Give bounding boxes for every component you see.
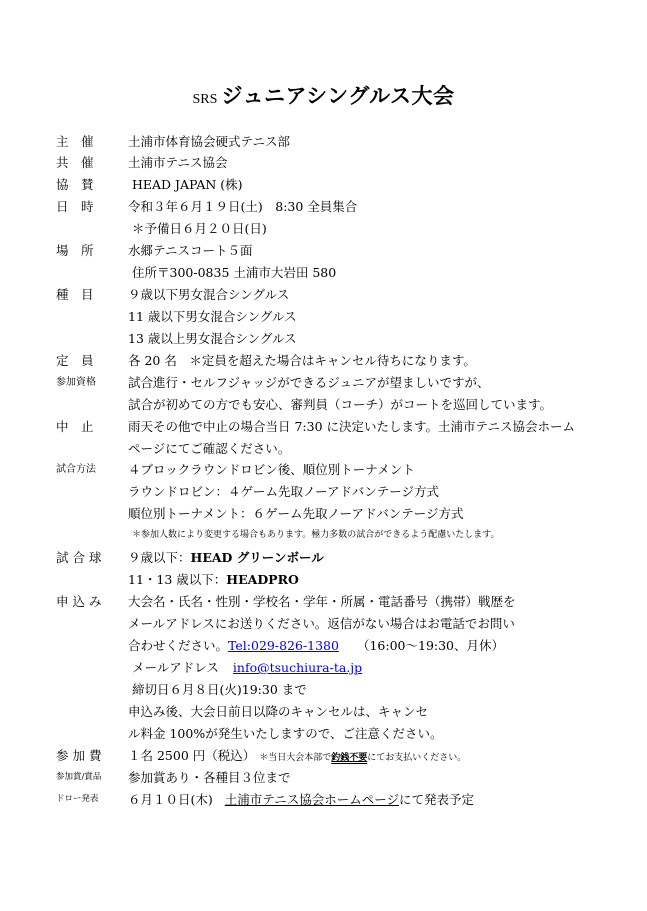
datetime-label: 日 時: [56, 199, 94, 214]
cancel-policy-row: [56, 701, 627, 722]
eligibility-value: 試合進行・セルフジャッジができるジュニアが望ましいですが、: [128, 375, 490, 390]
ball-age-2: 11・13 歳以下：: [128, 572, 227, 587]
ball-age: ９歳以下：: [128, 550, 191, 565]
apply-mail-row: [56, 657, 627, 678]
cohost-value: 土浦市テニス協会: [128, 155, 228, 170]
prize-row: [56, 767, 627, 788]
format-value-2: ラウンドロビン：４ゲーム先取ノーアドバンテージ方式: [128, 484, 440, 499]
ball-value-2: [128, 569, 299, 590]
draw-value: [128, 789, 474, 810]
eligibility-row: [56, 372, 627, 393]
prize-label: 参加賞/賞品: [56, 772, 102, 782]
ball-name: HEAD グリーンボール: [190, 550, 324, 565]
event-item: 11 歳以下男女混合シングルス: [128, 309, 297, 324]
format-value-3: 順位別トーナメント：６ゲーム先取ノーアドバンテージ方式: [128, 506, 464, 521]
format-row: [56, 459, 627, 480]
cohost-label: 共 催: [56, 155, 94, 170]
apply-row-2: [56, 613, 627, 634]
event-item: ９歳以下男女混合シングルス: [128, 287, 290, 302]
fee-note: [259, 753, 466, 763]
host-row: [56, 131, 627, 152]
apply-value-3: [128, 635, 504, 656]
events-row: [56, 284, 627, 305]
fee-label: 参 加 費: [56, 748, 102, 763]
event-item: 13 歳以上男女混合シングルス: [128, 331, 297, 346]
apply-hours: （16:00～19:30、月休）: [356, 638, 505, 653]
fee-note-emphasis: 釣銭不要: [331, 753, 368, 763]
format-note-row: [56, 525, 627, 546]
reserve-day-row: [56, 218, 627, 239]
cancel-policy-value-2: ル料金 100%が発生いたしますので、ご注意ください。: [128, 726, 443, 741]
place-label: 場 所: [56, 243, 94, 258]
events-label: 種 目: [56, 287, 94, 302]
apply-contact-text: 合わせください。: [128, 638, 229, 653]
sponsor-label: 協 賛: [56, 177, 94, 192]
ball-label: 試 合 球: [56, 550, 102, 565]
apply-row: [56, 591, 627, 612]
fee-note-text: ＊当日大会本部で: [259, 753, 332, 763]
place-row: [56, 240, 627, 261]
fee-amount: １名 2500 円（税込）: [128, 748, 256, 763]
ball-row-2: [56, 569, 627, 590]
cancel-value-2: ページにてご確認ください。: [128, 441, 291, 456]
capacity-label: 定 員: [56, 353, 94, 368]
capacity-value: 各 20 名 ＊定員を超えた場合はキャンセル待ちになります。: [128, 353, 476, 368]
fee-note-text-2: にてお支払いください。: [367, 753, 467, 763]
host-value: 土浦市体育協会硬式テニス部: [128, 134, 291, 149]
fee-row: [56, 745, 627, 766]
apply-row-3: [56, 635, 627, 656]
sponsor-row: [56, 174, 627, 195]
draw-suffix: にて発表予定: [399, 792, 475, 807]
title-prefix: SRS: [192, 92, 218, 107]
format-label: 試合方法: [56, 464, 96, 475]
format-note: ＊参加人数により変更する場合もあります。極力多数の試合ができるよう配慮いたします。: [132, 530, 500, 540]
reserve-day-value: ＊予備日６月２０日(日): [132, 221, 267, 236]
format-row-3: [56, 503, 627, 524]
format-value: ４ブロックラウンドロビン後、順位別トーナメント: [128, 462, 415, 477]
draw-label: ドロー発表: [56, 794, 99, 804]
draw-link[interactable]: 土浦市テニス協会ホームページ: [224, 792, 400, 807]
cancel-policy-row-2: [56, 723, 627, 744]
mail-label: メールアドレス: [132, 660, 219, 675]
capacity-row: [56, 350, 627, 371]
draw-date: ６月１０日(木): [128, 792, 213, 807]
ball-row: [56, 547, 627, 568]
page-title: [0, 80, 647, 110]
address-value: 住所〒300-0835 土浦市大岩田 580: [132, 265, 337, 280]
apply-value: 大会名・氏名・性別・学校名・学年・所属・電話番号（携帯）戦歴を: [128, 594, 516, 609]
datetime-row: [56, 196, 627, 217]
apply-value-2: メールアドレスにお送りください。返信がない場合はお電話でお問い: [128, 616, 515, 631]
tel-link[interactable]: Tel:029-826-1380: [228, 638, 339, 653]
fee-value: [128, 745, 466, 769]
cancel-row-2: [56, 438, 627, 459]
deadline-row: [56, 679, 627, 700]
prize-value: 参加賞あり・各種目３位まで: [128, 770, 291, 785]
apply-label: 申 込 み: [56, 594, 102, 609]
title-main: ジュニアシングルス大会: [221, 84, 455, 108]
place-value: 水郷テニスコート５面: [128, 243, 253, 258]
cancel-policy-value: 申込み後、大会日前日以降のキャンセルは、キャンセ: [128, 704, 429, 719]
format-row-2: [56, 481, 627, 502]
eligibility-row-2: [56, 394, 627, 415]
deadline-value: 締切日６月８日(火)19:30 まで: [132, 682, 307, 697]
cohost-row: [56, 152, 627, 173]
draw-row: [56, 789, 627, 810]
cancel-row: [56, 416, 627, 437]
ball-name-2: HEADPRO: [226, 572, 299, 587]
events-row-3: [56, 328, 627, 349]
apply-mail: [132, 657, 362, 678]
eligibility-value-2: 試合が初めての方でも安心、審判員（コーチ）がコートを巡回しています。: [128, 397, 553, 412]
cancel-label: 中 止: [56, 419, 94, 434]
mail-link[interactable]: info@tsuchiura-ta.jp: [232, 660, 363, 675]
address-row: [56, 262, 627, 283]
eligibility-label: 参加資格: [56, 377, 96, 388]
sponsor-value: HEAD JAPAN (株): [132, 177, 243, 192]
events-row-2: [56, 306, 627, 327]
ball-value: [128, 547, 324, 568]
datetime-value: 令和３年６月１９日(土) 8:30 全員集合: [128, 199, 358, 214]
cancel-value: 雨天その他で中止の場合当日 7:30 に決定いたします。土浦市テニス協会ホーム: [128, 419, 576, 434]
host-label: 主 催: [56, 134, 94, 149]
